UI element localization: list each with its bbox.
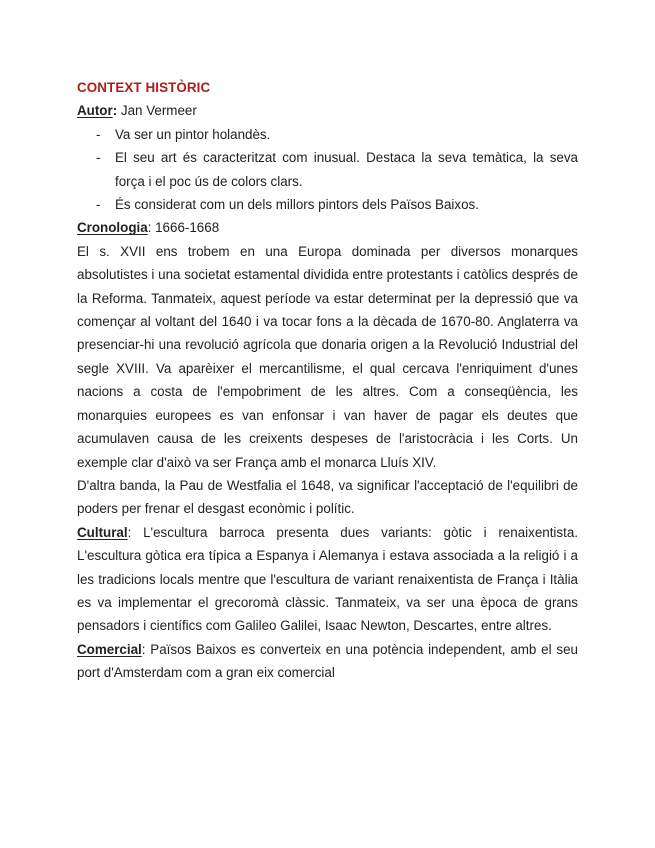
westfalia-paragraph: D'altra banda, la Pau de Westfalia el 1648, va significar l'acceptació de l'equilibri de poders per frenar el desgast econòmic i polític. bbox=[77, 477, 578, 517]
author-label-colon: : bbox=[112, 103, 118, 119]
author-value: Jan Vermeer bbox=[117, 103, 197, 119]
commercial-label: Comercial bbox=[77, 641, 142, 657]
chronology-label: Cronologia bbox=[77, 220, 148, 236]
commercial-paragraph bbox=[77, 638, 578, 685]
chronology-paragraph: El s. XVII ens trobem en una Europa dominada per diversos monarques absolutistes i una societat estamental dividida entre protestants i catòlics després de la Reforma. Tanmateix, aquest període va estar determinat per la depressió que va començar al voltant del 1640 i va tocar fons a la dècada de 1670-80. Anglaterra va presenciar-hi una revolució agrícola que donaria origen a la Revolució Industrial del segle XVIII. Va aparèixer el mercantilisme, el qual cercava l'enriquiment d'unes nacions a costa de l'empobriment de les altres. Com a conseqüència, les monarquies europees es van enfonsar i van haver de pagar els deutes que acumulaven causa de les creixents despeses de l'aristocràcia i les Corts. Un exemple clar d'això va ser França amb el monarca Lluís XIV. bbox=[77, 243, 578, 470]
cultural-label: Cultural bbox=[77, 524, 128, 540]
list-item bbox=[77, 123, 578, 146]
dash-bullet-icon: - bbox=[96, 197, 101, 213]
author-bullet-list bbox=[77, 123, 578, 217]
commercial-text: : Països Baixos es converteix en una potència independent, amb el seu port d'Amsterdam com a gran eix comercial bbox=[77, 641, 578, 681]
dash-bullet-icon: - bbox=[96, 126, 101, 142]
document-page bbox=[77, 76, 578, 685]
author-line bbox=[77, 99, 578, 122]
chronology-value: : 1666-1668 bbox=[147, 220, 220, 236]
cultural-paragraph bbox=[77, 521, 578, 638]
list-item bbox=[77, 146, 578, 193]
chronology-line bbox=[77, 216, 578, 239]
bullet-text: És considerat com un dels millors pintors dels Països Baixos. bbox=[115, 197, 479, 213]
cultural-text: : L'escultura barroca presenta dues variants: gòtic i renaixentista. L'escultura gòtica era típica a Espanya i Alemanya i estava associada a la religió i a les tradicions locals mentre que l'escultura de variant renaixentista de França i Itàlia es va implementar el grecoromà clàssic. Tanmateix, va ser una època de grans pensadors i científics com Galileo Galilei, Isaac Newton, Descartes, entre altres. bbox=[77, 524, 578, 634]
bullet-text: El seu art és caracteritzat com inusual. Destaca la seva temàtica, la seva força i el poc ús de colors clars. bbox=[115, 150, 578, 189]
bullet-text: Va ser un pintor holandès. bbox=[115, 126, 271, 142]
page-title: CONTEXT HISTÒRIC bbox=[77, 80, 211, 95]
dash-bullet-icon: - bbox=[96, 150, 101, 166]
author-label: Autor bbox=[77, 103, 113, 119]
list-item bbox=[77, 193, 578, 216]
